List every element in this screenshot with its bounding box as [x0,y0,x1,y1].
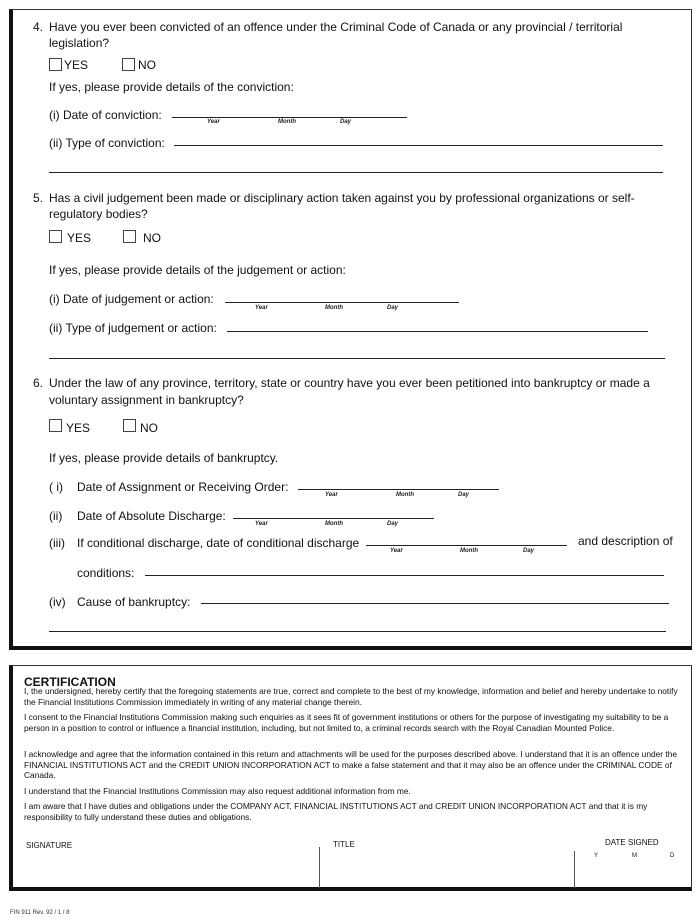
field-number: ( i) [49,480,63,494]
no-label: NO [143,231,161,245]
column-divider [319,847,320,888]
yes-label: YES [67,231,92,245]
day-sublabel: Day [387,521,399,527]
year-sublabel: Year [325,492,338,498]
month-sublabel: Month [278,119,296,125]
date-month-label: M [632,853,637,859]
date-signed-label: DATE SIGNED [605,838,659,847]
question-text-line1: Has a civil judgement been made or disciplinary action taken against you by professional organizations or self- [49,191,635,205]
type-of-judgement-label: (ii) Type of judgement or action: [49,321,217,335]
form-number: FIN 911 Rev. 92 / 1 / 8 [10,910,70,916]
date-day-label: D [670,853,675,859]
yes-label: YES [66,421,91,435]
month-sublabel: Month [460,548,478,554]
type-of-judgement-input[interactable] [227,331,648,332]
signature-label: SIGNATURE [26,841,73,850]
description-of-suffix: and description of [578,534,673,548]
conditions-input[interactable] [145,575,664,576]
date-signed-field[interactable] [577,862,687,887]
details-prompt: If yes, please provide details of the conviction: [49,80,294,94]
question-text-line1: Have you ever been convicted of an offence under the Criminal Code of Canada or any provincial / territorial [49,20,623,34]
day-sublabel: Day [340,119,352,125]
month-sublabel: Month [396,492,414,498]
no-label: NO [140,421,158,435]
details-prompt: If yes, please provide details of bankruptcy. [49,451,279,465]
field-number: (iii) [49,536,65,550]
year-sublabel: Year [255,521,268,527]
year-sublabel: Year [255,305,268,311]
no-checkbox[interactable] [123,419,136,432]
title-field[interactable] [322,852,572,887]
month-sublabel: Month [325,521,343,527]
question-number: 5. [33,191,44,205]
date-of-absolute-discharge-label: Date of Absolute Discharge: [77,509,226,523]
date-of-conviction-label: (i) Date of conviction: [49,108,162,122]
type-of-judgement-continuation[interactable] [49,358,665,359]
column-divider [574,851,575,888]
type-of-conviction-label: (ii) Type of conviction: [49,136,165,150]
date-of-assignment-input[interactable] [298,489,499,490]
question-text-line1: Under the law of any province, territory, state or country have you ever been petitioned into bankruptcy or made a [49,376,650,390]
year-sublabel: Year [390,548,403,554]
title-label: TITLE [333,840,355,849]
yes-checkbox[interactable] [49,419,62,432]
date-year-label: Y [594,853,599,859]
day-sublabel: Day [458,492,470,498]
date-of-conditional-discharge-label: If conditional discharge, date of conditional discharge [77,536,360,550]
date-of-conviction-input[interactable] [172,117,407,118]
certification-title: CERTIFICATION [24,675,116,689]
date-of-conditional-discharge-input[interactable] [366,545,567,546]
date-of-judgement-input[interactable] [225,302,459,303]
cause-of-bankruptcy-input[interactable] [201,603,669,604]
date-of-absolute-discharge-input[interactable] [233,518,434,519]
type-of-conviction-continuation[interactable] [49,172,663,173]
signature-field[interactable] [24,852,318,887]
year-sublabel: Year [207,119,220,125]
question-text-line2: voluntary assignment in bankruptcy? [49,393,244,407]
day-sublabel: Day [523,548,535,554]
details-prompt: If yes, please provide details of the judgement or action: [49,263,346,277]
certification-paragraph: I acknowledge and agree that the information contained in this return and attachments will be used for the purposes described above. I understand that it is an offence under the FINANCIAL INSTITUTIONS ACT and the CREDIT UNION INCORPORATION ACT to make a false statement and that it may also be an offence under the CRIMINAL CODE of Canada. [24,749,678,780]
question-number: 4. [33,20,44,34]
no-checkbox[interactable] [123,230,136,243]
yes-checkbox[interactable] [49,58,62,71]
conditions-label: conditions: [77,566,135,580]
yes-checkbox[interactable] [49,230,62,243]
certification-paragraph: I, the undersigned, hereby certify that the foregoing statements are true, correct and complete to the best of my knowledge, information and belief and hereby undertake to notify the Financial Institutions Commission immediately in writing of any material change therein. [24,686,678,707]
question-text-line2: legislation? [49,36,110,50]
date-of-assignment-label: Date of Assignment or Receiving Order: [77,480,289,494]
field-number: (iv) [49,595,66,609]
certification-paragraph: I understand that the Financial Institutions Commission may also request additional information from me. [24,786,411,796]
no-label: NO [138,58,156,72]
cause-of-bankruptcy-continuation[interactable] [49,631,666,632]
day-sublabel: Day [387,305,399,311]
yes-label: YES [64,58,89,72]
cause-of-bankruptcy-label: Cause of bankruptcy: [77,595,191,609]
certification-paragraph: I consent to the Financial Institutions Commission making such enquiries as it sees fit of government institutions or others for the purpose of investigating my suitability to be a person in a position to control or influence a financial institution, including, but not limited to, a criminal records search with the Royal Canadian Mounted Police. [24,712,669,733]
month-sublabel: Month [325,305,343,311]
no-checkbox[interactable] [122,58,135,71]
question-number: 6. [33,376,44,390]
type-of-conviction-input[interactable] [174,145,663,146]
certification-paragraph: I am aware that I have duties and obligations under the COMPANY ACT, FINANCIAL INSTITUTIONS ACT and CREDIT UNION INCORPORATION ACT and that it is my responsibility to fully understand these duties and obligations. [24,801,648,822]
field-number: (ii) [49,509,63,523]
question-text-line2: regulatory bodies? [49,207,148,221]
date-of-judgement-label: (i) Date of judgement or action: [49,292,214,306]
